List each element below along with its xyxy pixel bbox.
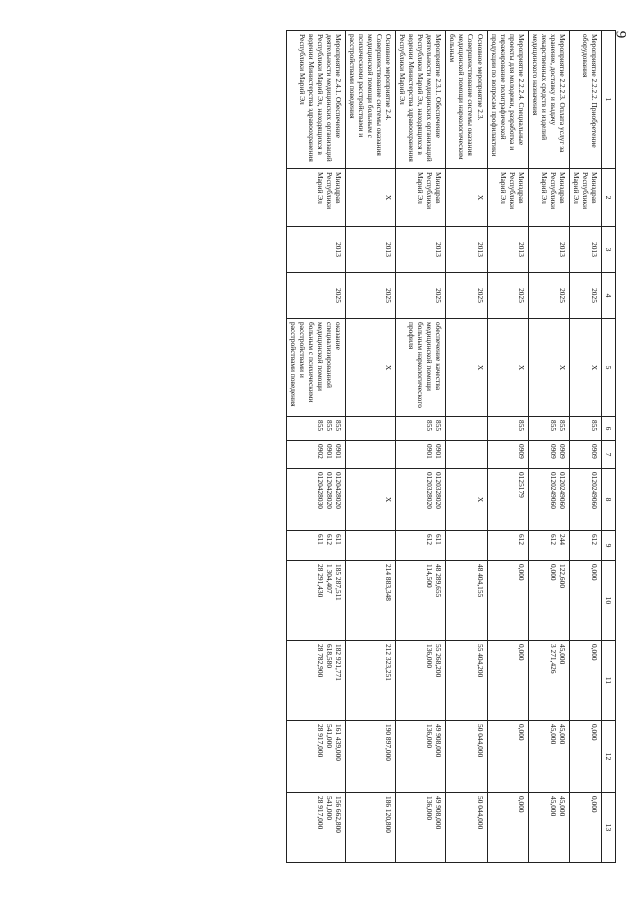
cell-value: 156 662,800 <box>334 796 344 833</box>
cell-value: 45,000 <box>548 724 558 745</box>
cell-c3: 2013 <box>396 227 446 273</box>
cell-value: 541,000 <box>325 724 335 749</box>
cell-value: 612 <box>425 534 435 546</box>
cell-value: 0901 <box>434 444 444 459</box>
cell-c10 <box>346 561 396 641</box>
cell-value: 612 <box>325 534 335 546</box>
cell-c2: X <box>346 169 396 227</box>
cell-c9 <box>487 531 528 561</box>
cell-c5: оказание специализированной медицинской помощи больным с психическими расстройствами и расстройствами поведения <box>286 319 345 417</box>
cell-c4: 2025 <box>569 273 601 319</box>
cell-value: X <box>384 496 394 503</box>
cell-value: 48 289,655 <box>434 564 444 598</box>
cell-c1: Мероприятие 2.4.1. Обеспечение деятельности медицинских организаций Республики Марий Эл, находящихся в ведении Министерства здравоохранения Республики Марий Эл <box>286 31 345 169</box>
cell-value: 0909 <box>548 444 558 459</box>
cell-value: 0901 <box>425 444 435 459</box>
cell-c11 <box>286 641 345 721</box>
cell-value: 45,000 <box>557 644 567 665</box>
cell-c4: 2025 <box>396 273 446 319</box>
cell-value: 0,000 <box>589 724 599 741</box>
cell-value: 855 <box>434 420 444 432</box>
column-header: 9 <box>601 531 615 561</box>
cell-value: 855 <box>548 420 558 432</box>
cell-value: X <box>475 496 485 503</box>
cell-value: 50 044,000 <box>475 724 485 758</box>
cell-value: 0120249060 <box>557 472 567 509</box>
cell-value: 855 <box>516 420 526 432</box>
cell-c12 <box>286 721 345 793</box>
cell-value: 0901 <box>325 444 335 459</box>
cell-value: 541,000 <box>325 796 335 821</box>
cell-value: 618,580 <box>325 644 335 669</box>
cell-c13 <box>446 793 487 863</box>
cell-c8 <box>569 469 601 531</box>
cell-value: 855 <box>589 420 599 432</box>
cell-value: 0125179 <box>516 472 526 498</box>
cell-c3: 2013 <box>446 227 487 273</box>
cell-c4: 2025 <box>286 273 345 319</box>
cell-c4: 2025 <box>446 273 487 319</box>
column-header: 1 <box>601 31 615 169</box>
cell-c9 <box>396 531 446 561</box>
cell-value: 45,000 <box>557 724 567 745</box>
cell-c6 <box>487 417 528 441</box>
column-header: 4 <box>601 273 615 319</box>
cell-c9 <box>346 531 396 561</box>
cell-c1: Мероприятие 2.3.1. Обеспечение деятельности медицинских организаций Республики Марий Эл, находящихся в ведении Министерства здравоохранения Республики Марий Эл <box>396 31 446 169</box>
cell-value: 0,000 <box>516 564 526 581</box>
cell-value: 0120428020 <box>334 472 344 509</box>
cell-value: 0909 <box>589 444 599 459</box>
cell-c8 <box>286 469 345 531</box>
cell-value: 611 <box>434 534 444 545</box>
cell-c10 <box>528 561 569 641</box>
cell-value: 0,000 <box>589 564 599 581</box>
cell-value: 855 <box>334 420 344 432</box>
cell-value: 190 897,000 <box>384 724 394 761</box>
cell-c7 <box>528 441 569 469</box>
cell-c13 <box>286 793 345 863</box>
cell-value: 855 <box>325 420 335 432</box>
cell-c4: 2025 <box>346 273 396 319</box>
cell-c3: 2013 <box>528 227 569 273</box>
cell-c13 <box>569 793 601 863</box>
cell-c12 <box>487 721 528 793</box>
cell-value: 49 908,000 <box>434 724 444 758</box>
cell-c12 <box>446 721 487 793</box>
cell-value: 45,000 <box>548 796 558 817</box>
cell-c9 <box>569 531 601 561</box>
column-header: 8 <box>601 469 615 531</box>
cell-c12 <box>396 721 446 793</box>
cell-value: 0902 <box>316 444 326 459</box>
cell-value: 855 <box>425 420 435 432</box>
cell-value: 612 <box>589 534 599 546</box>
cell-c9 <box>528 531 569 561</box>
cell-c4: 2025 <box>528 273 569 319</box>
table-row <box>346 31 396 863</box>
cell-c6 <box>346 417 396 441</box>
cell-value: 3 271,426 <box>548 644 558 674</box>
column-header: 5 <box>601 319 615 417</box>
table-body <box>286 31 601 863</box>
cell-c1: Мероприятие 2.2.2.4. Специальные проекты для молодежи, разработка и тиражирование полиграфической продукции по вопросам профилактики <box>487 31 528 169</box>
cell-c10 <box>446 561 487 641</box>
cell-value: 28 782,900 <box>316 644 326 678</box>
cell-c2: Минздрав Республики Марий Эл <box>528 169 569 227</box>
cell-value: 1 304,407 <box>325 564 335 594</box>
cell-value: 186 120,800 <box>384 796 394 833</box>
cell-value: 122,600 <box>557 564 567 589</box>
cell-c11 <box>446 641 487 721</box>
cell-value: 49 908,000 <box>434 796 444 830</box>
cell-c3: 2013 <box>286 227 345 273</box>
cell-value: 48 404,155 <box>475 564 485 598</box>
cell-value: 0901 <box>334 444 344 459</box>
cell-value: 45,000 <box>557 796 567 817</box>
cell-value: 55 268,200 <box>434 644 444 678</box>
cell-value: 212 323,251 <box>384 644 394 681</box>
cell-value: 611 <box>316 534 326 545</box>
cell-c10 <box>286 561 345 641</box>
cell-c9 <box>286 531 345 561</box>
cell-value: 0120428030 <box>316 472 326 509</box>
table-row <box>569 31 601 863</box>
column-header: 10 <box>601 561 615 641</box>
cell-value: 136,000 <box>425 724 435 749</box>
cell-c5: X <box>528 319 569 417</box>
cell-c3: 2013 <box>569 227 601 273</box>
cell-c6 <box>396 417 446 441</box>
cell-c1: Основное мероприятие 2.4. Совершенствование системы оказания медицинской помощи больным с психическими расстройствами и расстройствами поведения <box>346 31 396 169</box>
cell-c11 <box>346 641 396 721</box>
column-header: 7 <box>601 441 615 469</box>
table-row <box>487 31 528 863</box>
table-row <box>446 31 487 863</box>
cell-c7 <box>286 441 345 469</box>
cell-c11 <box>396 641 446 721</box>
cell-c3: 2013 <box>346 227 396 273</box>
cell-value: 185 287,511 <box>334 564 344 601</box>
column-header: 11 <box>601 641 615 721</box>
cell-c7 <box>396 441 446 469</box>
cell-value: 0909 <box>557 444 567 459</box>
cell-value: 0,000 <box>548 564 558 581</box>
cell-c12 <box>569 721 601 793</box>
budget-table-wrapper <box>110 30 616 862</box>
cell-value: 612 <box>548 534 558 546</box>
column-header: 3 <box>601 227 615 273</box>
cell-c5: X <box>569 319 601 417</box>
cell-c11 <box>528 641 569 721</box>
cell-c5: X <box>446 319 487 417</box>
cell-c1: Основное мероприятие 2.3. Совершенствование системы оказания медицинской помощи наркологическим больным <box>446 31 487 169</box>
cell-c7 <box>346 441 396 469</box>
cell-c1: Мероприятие 2.2.2.3. Оплата услуг за хранение, доставку и выдачу лекарственных средств и изделий медицинского назначения <box>528 31 569 169</box>
cell-value: 0120428020 <box>325 472 335 509</box>
cell-value: 0909 <box>516 444 526 459</box>
cell-value: 855 <box>557 420 567 432</box>
table-row <box>396 31 446 863</box>
cell-c6 <box>569 417 601 441</box>
cell-value: 0120328020 <box>434 472 444 509</box>
budget-table <box>286 30 616 863</box>
page-number: 9 <box>612 30 629 39</box>
cell-c7 <box>446 441 487 469</box>
cell-c8 <box>487 469 528 531</box>
cell-c13 <box>528 793 569 863</box>
cell-c2: Минздрав Республики Марий Эл <box>487 169 528 227</box>
cell-c2: Минздрав Республики Марий Эл <box>396 169 446 227</box>
cell-c8 <box>396 469 446 531</box>
column-header: 2 <box>601 169 615 227</box>
cell-value: 0,000 <box>589 796 599 813</box>
cell-value: 0,000 <box>516 644 526 661</box>
cell-value: 0120328020 <box>425 472 435 509</box>
cell-value: 0,000 <box>516 724 526 741</box>
cell-c10 <box>569 561 601 641</box>
cell-c6 <box>528 417 569 441</box>
cell-value: 28 291,430 <box>316 564 326 598</box>
cell-c6 <box>446 417 487 441</box>
cell-value: 55 404,200 <box>475 644 485 678</box>
cell-value: 244 <box>557 534 567 546</box>
cell-value: 0,000 <box>516 796 526 813</box>
cell-value: 0120249060 <box>589 472 599 509</box>
cell-c10 <box>487 561 528 641</box>
cell-c2: Минздрав Республики Марий Эл <box>569 169 601 227</box>
cell-value: 136,000 <box>425 644 435 669</box>
cell-value: 161 439,000 <box>334 724 344 761</box>
cell-value: 612 <box>516 534 526 546</box>
rotated-table-sheet <box>110 30 616 862</box>
cell-c11 <box>569 641 601 721</box>
cell-c4: 2025 <box>487 273 528 319</box>
cell-value: 28 917,000 <box>316 724 326 758</box>
cell-c1: Мероприятие 2.2.2.2. Приобретение оборудования <box>569 31 601 169</box>
cell-c13 <box>396 793 446 863</box>
table-row <box>528 31 569 863</box>
table-row <box>286 31 345 863</box>
cell-value: 611 <box>334 534 344 545</box>
cell-c8 <box>528 469 569 531</box>
cell-value: 855 <box>316 420 326 432</box>
column-number-row <box>601 31 615 863</box>
cell-c6 <box>286 417 345 441</box>
cell-c9 <box>446 531 487 561</box>
cell-c7 <box>569 441 601 469</box>
cell-c12 <box>528 721 569 793</box>
cell-c5: X <box>487 319 528 417</box>
cell-c13 <box>346 793 396 863</box>
cell-value: 0,000 <box>589 644 599 661</box>
cell-c10 <box>396 561 446 641</box>
cell-value: 136,000 <box>425 796 435 821</box>
column-header: 6 <box>601 417 615 441</box>
cell-c5: X <box>346 319 396 417</box>
column-header: 13 <box>601 793 615 863</box>
cell-c2: X <box>446 169 487 227</box>
cell-c8 <box>346 469 396 531</box>
cell-value: 0120249060 <box>548 472 558 509</box>
cell-c3: 2013 <box>487 227 528 273</box>
cell-c8 <box>446 469 487 531</box>
cell-value: 182 921,771 <box>334 644 344 681</box>
cell-c11 <box>487 641 528 721</box>
column-header: 12 <box>601 721 615 793</box>
cell-value: 50 044,000 <box>475 796 485 830</box>
cell-c5: обеспечение качества медицинской помощи больным наркологического профиля <box>396 319 446 417</box>
cell-c12 <box>346 721 396 793</box>
cell-c13 <box>487 793 528 863</box>
cell-c2: Минздрав Республики Марий Эл <box>286 169 345 227</box>
cell-c7 <box>487 441 528 469</box>
cell-value: 214 883,348 <box>384 564 394 601</box>
cell-value: 28 917,000 <box>316 796 326 830</box>
cell-value: 114,500 <box>425 564 435 588</box>
